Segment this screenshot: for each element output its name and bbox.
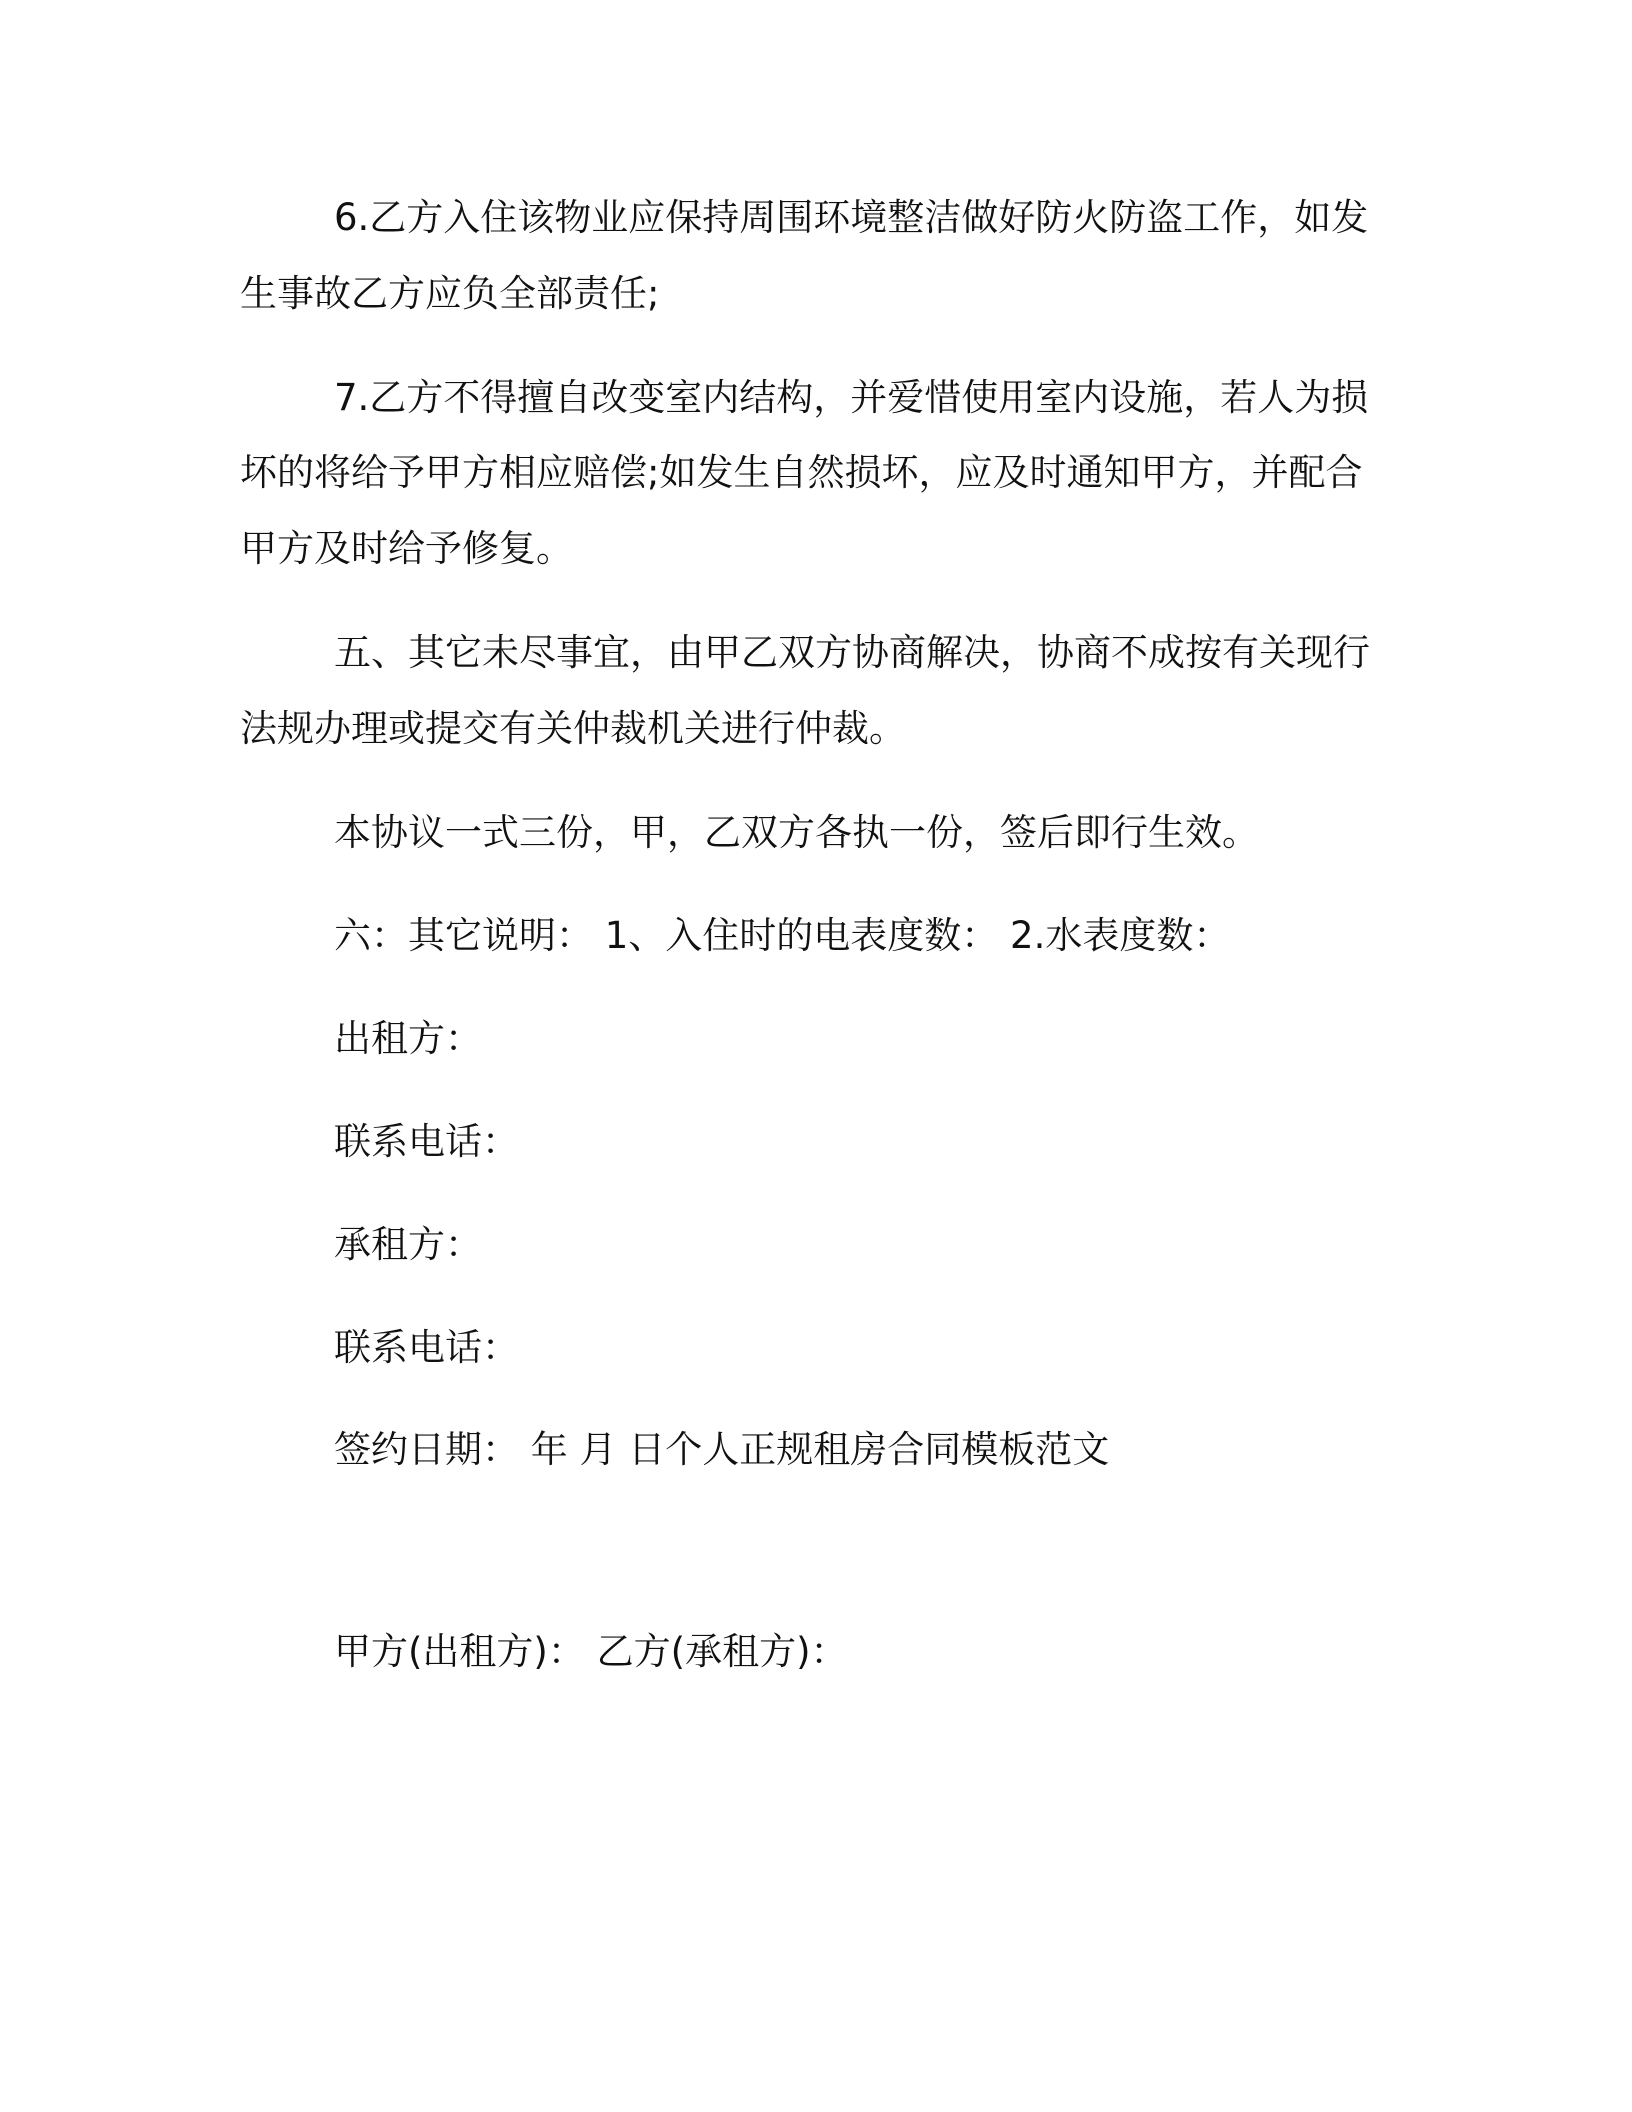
lessee-phone-label: 联系电话： <box>334 1326 519 1369</box>
other-notes: 六：其它说明： 1、入住时的电表度数： 2.水表度数： <box>334 914 1231 957</box>
clause-7-line-1: 7.乙方不得擅自改变室内结构，并爱惜使用室内设施，若人为损 <box>334 376 1369 419</box>
lessor-label: 出租方： <box>334 1017 482 1060</box>
signing-date: 签约日期： 年 月 日个人正规租房合同模板范文 <box>334 1428 1110 1471</box>
clause-7-line-2: 坏的将给予甲方相应赔偿;如发生自然损坏，应及时通知甲方，并配合 <box>240 451 1363 494</box>
clause-6-line-2: 生事故乙方应负全部责任; <box>240 272 660 315</box>
section-5-line-2: 法规办理或提交有关仲裁机关进行仲裁。 <box>240 707 906 750</box>
lessee-label: 承租方： <box>334 1223 482 1266</box>
lessor-phone-label: 联系电话： <box>334 1120 519 1163</box>
section-5-line-1: 五、其它未尽事宜，由甲乙双方协商解决，协商不成按有关现行 <box>334 631 1370 674</box>
party-signatures: 甲方(出租方)： 乙方(承租方)： <box>334 1630 848 1673</box>
clause-6-line-1: 6.乙方入住该物业应保持周围环境整洁做好防火防盗工作，如发 <box>334 196 1369 239</box>
clause-7-line-3: 甲方及时给予修复。 <box>240 527 573 570</box>
copies-statement: 本协议一式三份，甲，乙双方各执一份，签后即行生效。 <box>334 811 1259 854</box>
